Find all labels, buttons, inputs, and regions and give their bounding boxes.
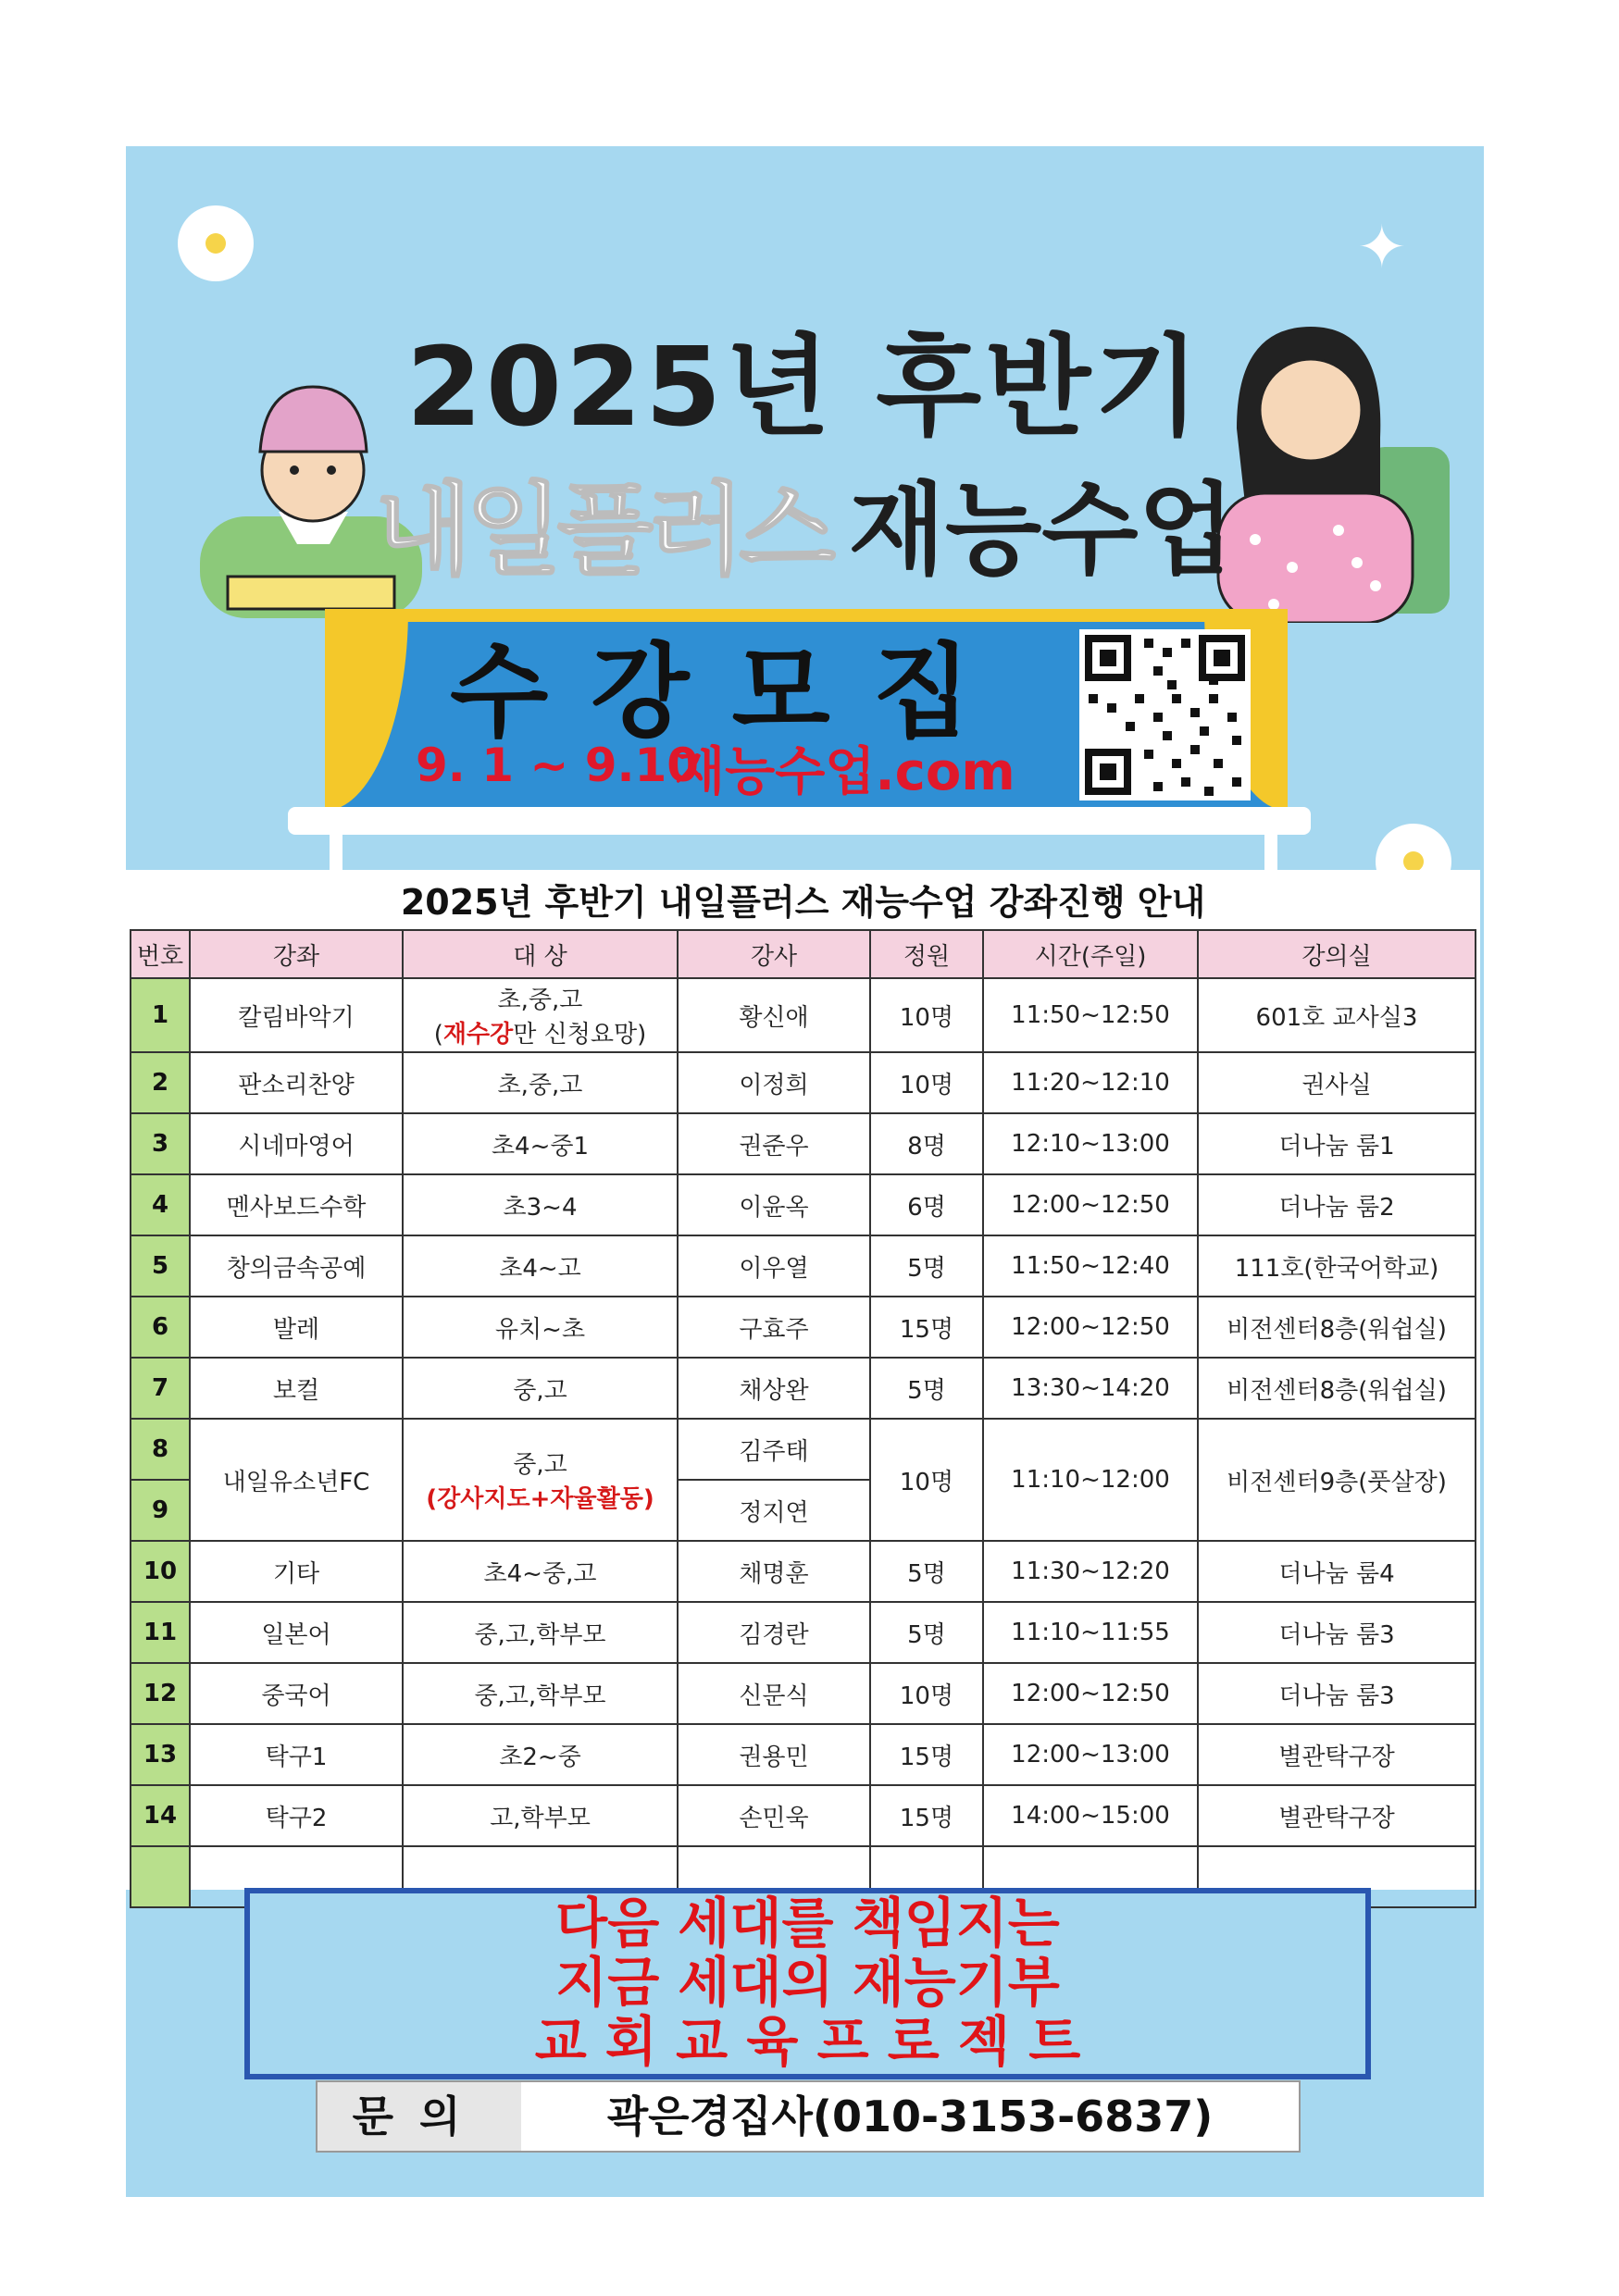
brand-name: 내일플러스	[375, 473, 830, 589]
target-note-highlight: (강사지도+자율활동)	[426, 1485, 654, 1513]
capacity: 5명	[870, 1541, 983, 1602]
classroom: 별관탁구장	[1198, 1724, 1476, 1785]
class-time: 11:20~12:10	[983, 1052, 1198, 1113]
class-time: 12:00~12:50	[983, 1174, 1198, 1235]
row-number: 8	[131, 1419, 190, 1480]
class-time: 11:10~12:00	[983, 1419, 1198, 1541]
target-note-highlight: 재수강	[442, 1021, 514, 1049]
capacity: 15명	[870, 1785, 983, 1846]
capacity: 8명	[870, 1113, 983, 1174]
classroom: 더나눔 룸4	[1198, 1541, 1476, 1602]
capacity: 5명	[870, 1602, 983, 1663]
course-name: 발레	[190, 1297, 403, 1358]
course-name: 중국어	[190, 1663, 403, 1724]
class-time: 12:00~12:50	[983, 1663, 1198, 1724]
row-number: 9	[131, 1480, 190, 1541]
program-name: 재능수업	[848, 473, 1235, 589]
row-number: 10	[131, 1541, 190, 1602]
course-target: 초4~고	[403, 1235, 678, 1297]
course-name: 탁구2	[190, 1785, 403, 1846]
curtain-left	[325, 609, 408, 811]
table-row	[131, 1419, 1476, 1480]
capacity: 10명	[870, 978, 983, 1052]
class-time: 11:50~12:40	[983, 1235, 1198, 1297]
course-target	[403, 978, 678, 1052]
course-target: 초2~중	[403, 1724, 678, 1785]
header-capacity: 정원	[870, 930, 983, 978]
classroom: 더나눔 룸2	[1198, 1174, 1476, 1235]
class-time: 12:00~12:50	[983, 1297, 1198, 1358]
target-text: 초,중,고	[497, 987, 583, 1014]
course-target: 초4~중,고	[403, 1541, 678, 1602]
table-row	[131, 1052, 1476, 1113]
course-target: 초3~4	[403, 1174, 678, 1235]
course-name: 보컬	[190, 1358, 403, 1419]
capacity: 15명	[870, 1297, 983, 1358]
classroom: 더나눔 룸1	[1198, 1113, 1476, 1174]
table-row	[131, 978, 1476, 1052]
course-name: 일본어	[190, 1602, 403, 1663]
poster-title-program	[126, 450, 1484, 593]
class-time: 13:30~14:20	[983, 1358, 1198, 1419]
instructor: 이정희	[678, 1052, 870, 1113]
classroom: 111호(한국어학교)	[1198, 1235, 1476, 1297]
header-instructor: 강사	[678, 930, 870, 978]
poster-title-year: 2025년 후반기	[405, 323, 1204, 451]
course-name: 탁구1	[190, 1724, 403, 1785]
capacity: 6명	[870, 1174, 983, 1235]
classroom: 권사실	[1198, 1052, 1476, 1113]
course-name: 창의금속공예	[190, 1235, 403, 1297]
target-text: 중,고	[513, 1451, 567, 1479]
course-target: 중,고	[403, 1358, 678, 1419]
header-time: 시간(주일)	[983, 930, 1198, 978]
instructor: 김경란	[678, 1602, 870, 1663]
course-target: 고,학부모	[403, 1785, 678, 1846]
course-target: 초,중,고	[403, 1052, 678, 1113]
row-number: 12	[131, 1663, 190, 1724]
course-schedule-section	[126, 870, 1480, 1890]
classroom: 더나눔 룸3	[1198, 1602, 1476, 1663]
course-name: 판소리찬양	[190, 1052, 403, 1113]
instructor: 김주태	[678, 1419, 870, 1480]
table-row	[131, 1785, 1476, 1846]
sparkle-icon: ✦	[1357, 214, 1407, 282]
course-name: 기타	[190, 1541, 403, 1602]
website-link[interactable]: 재능수업.com	[675, 742, 1015, 802]
class-time: 12:10~13:00	[983, 1113, 1198, 1174]
capacity: 15명	[870, 1724, 983, 1785]
row-number: 13	[131, 1724, 190, 1785]
stage-banner	[325, 609, 1288, 811]
instructor: 채상완	[678, 1358, 870, 1419]
classroom: 비전센터8층(워쉽실)	[1198, 1358, 1476, 1419]
header-room: 강의실	[1198, 930, 1476, 978]
capacity: 10명	[870, 1419, 983, 1541]
course-target: 중,고,학부모	[403, 1602, 678, 1663]
table-row	[131, 1297, 1476, 1358]
instructor: 정지연	[678, 1480, 870, 1541]
flower-decoration	[183, 211, 248, 276]
table-row	[131, 1602, 1476, 1663]
class-time: 11:10~11:55	[983, 1602, 1198, 1663]
slogan-line: 지금 세대의 재능기부	[555, 1951, 1060, 2014]
course-name: 내일유소년FC	[190, 1419, 403, 1541]
instructor: 신문식	[678, 1663, 870, 1724]
course-target	[403, 1419, 678, 1541]
row-number: 4	[131, 1174, 190, 1235]
classroom: 더나눔 룸3	[1198, 1663, 1476, 1724]
instructor: 손민욱	[678, 1785, 870, 1846]
class-time: 12:00~13:00	[983, 1724, 1198, 1785]
contact-box	[316, 2080, 1301, 2153]
classroom: 별관탁구장	[1198, 1785, 1476, 1846]
row-number: 6	[131, 1297, 190, 1358]
class-time: 14:00~15:00	[983, 1785, 1198, 1846]
header-course: 강좌	[190, 930, 403, 978]
row-number: 1	[131, 978, 190, 1052]
course-name: 시네마영어	[190, 1113, 403, 1174]
target-note-text: 만 신청요망	[513, 1021, 638, 1049]
slogan-box	[244, 1888, 1371, 2079]
qr-code-icon[interactable]	[1079, 629, 1251, 800]
target-note: (재수강만 신청요망)	[433, 1021, 647, 1049]
capacity: 5명	[870, 1358, 983, 1419]
header-number: 번호	[131, 930, 190, 978]
classroom: 601호 교사실3	[1198, 978, 1476, 1052]
table-row	[131, 1235, 1476, 1297]
registration-dates: 9. 1 ~ 9.10	[416, 738, 700, 792]
table-row	[131, 1663, 1476, 1724]
row-number: 14	[131, 1785, 190, 1846]
header-target: 대 상	[403, 930, 678, 978]
instructor: 이윤옥	[678, 1174, 870, 1235]
stage-bench	[288, 807, 1311, 835]
slogan-line: 다음 세대를 책임지는	[555, 1892, 1060, 1955]
table-row	[131, 1113, 1476, 1174]
row-number: 2	[131, 1052, 190, 1113]
row-number: 5	[131, 1235, 190, 1297]
capacity: 10명	[870, 1052, 983, 1113]
capacity: 5명	[870, 1235, 983, 1297]
instructor: 황신애	[678, 978, 870, 1052]
classroom: 비전센터8층(워쉽실)	[1198, 1297, 1476, 1358]
course-schedule-table	[130, 929, 1476, 1908]
schedule-title: 2025년 후반기 내일플러스 재능수업 강좌진행 안내	[400, 882, 1206, 923]
instructor: 채명훈	[678, 1541, 870, 1602]
table-row	[131, 1174, 1476, 1235]
class-time: 11:50~12:50	[983, 978, 1198, 1052]
course-target: 중,고,학부모	[403, 1663, 678, 1724]
table-row	[131, 1541, 1476, 1602]
contact-label: 문의	[318, 2082, 521, 2151]
contact-phone[interactable]: 곽은경집사(010-3153-6837)	[606, 2091, 1214, 2141]
poster	[126, 146, 1484, 2197]
course-name: 칼림바악기	[190, 978, 403, 1052]
instructor: 구효주	[678, 1297, 870, 1358]
instructor: 권준우	[678, 1113, 870, 1174]
table-header-row	[131, 930, 1476, 978]
table-row	[131, 1724, 1476, 1785]
course-name: 멘사보드수학	[190, 1174, 403, 1235]
course-target: 유치~초	[403, 1297, 678, 1358]
course-target: 초4~중1	[403, 1113, 678, 1174]
recruit-heading: 수강모집	[450, 633, 1015, 751]
row-number: 11	[131, 1602, 190, 1663]
capacity: 10명	[870, 1663, 983, 1724]
instructor: 권용민	[678, 1724, 870, 1785]
row-number: 7	[131, 1358, 190, 1419]
slogan-line: 교 회 교 육 프 로 젝 트	[534, 2010, 1081, 2073]
classroom: 비전센터9층(풋살장)	[1198, 1419, 1476, 1541]
instructor: 이우열	[678, 1235, 870, 1297]
table-row	[131, 1358, 1476, 1419]
class-time: 11:30~12:20	[983, 1541, 1198, 1602]
row-number	[131, 1846, 190, 1907]
row-number: 3	[131, 1113, 190, 1174]
